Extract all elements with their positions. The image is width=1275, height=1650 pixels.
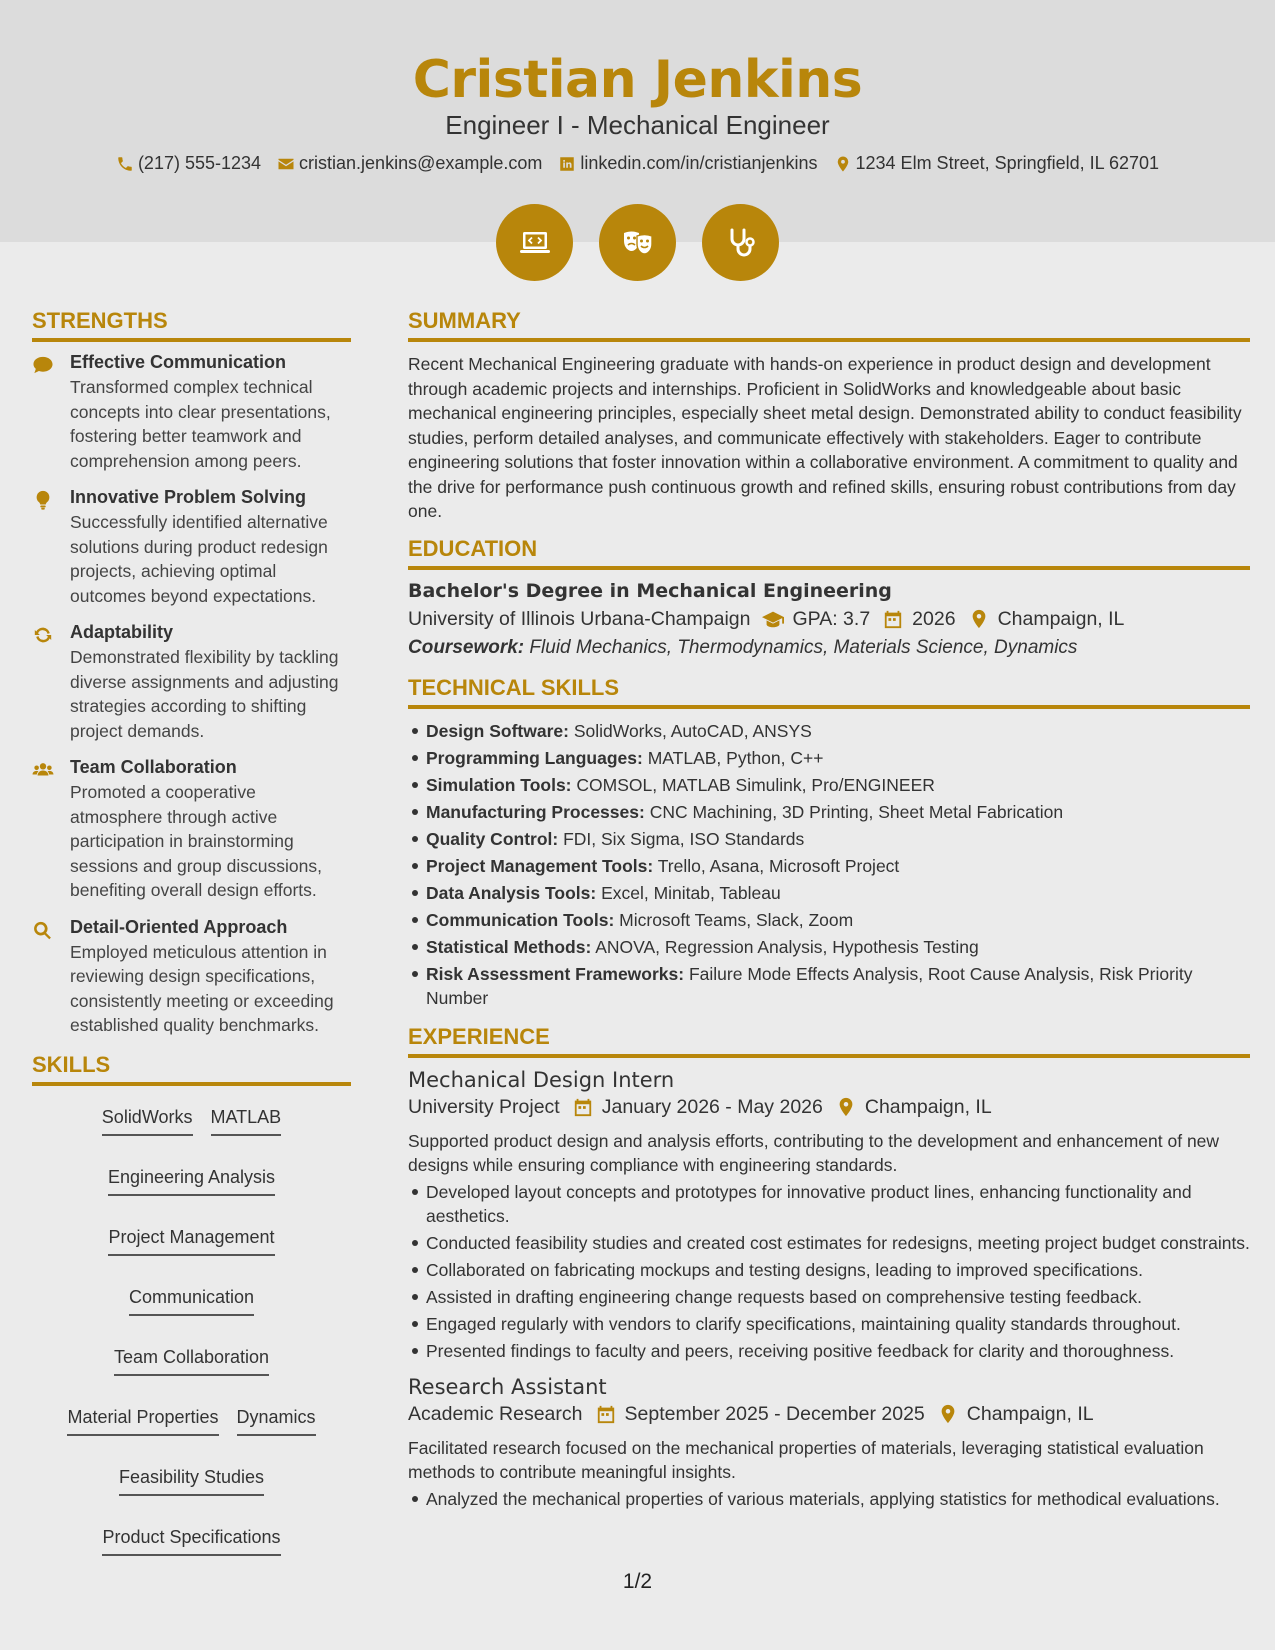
calendar-icon <box>572 1097 594 1117</box>
email-text: cristian.jenkins@example.com <box>299 153 543 173</box>
stethoscope-icon <box>702 204 779 281</box>
list-item: Data Analysis Tools: Excel, Minitab, Tableau <box>426 881 1250 905</box>
comment-icon <box>32 355 54 375</box>
strength-desc: Employed meticulous attention in reviewing design specifications, consistently meeting or exceeding established quality benchmarks. <box>70 941 334 1035</box>
summary-heading: SUMMARY <box>408 308 1250 342</box>
experience-title: Mechanical Design Intern <box>408 1067 675 1092</box>
skills-list <box>32 1096 351 1556</box>
lightbulb-icon <box>32 490 54 510</box>
strength-item <box>32 487 351 608</box>
skill-tag: Engineering Analysis <box>108 1164 275 1196</box>
strength-desc: Successfully identified alternative solutions during product redesign projects, achieving optimal outcomes beyond expectations. <box>70 512 328 606</box>
map-marker-icon <box>968 609 990 629</box>
education-location: Champaign, IL <box>997 607 1125 630</box>
skill-tag: MATLAB <box>211 1104 282 1136</box>
strength-item <box>32 622 351 743</box>
skill-tag: Product Specifications <box>102 1524 280 1556</box>
graduation-cap-icon <box>762 609 784 629</box>
list-item: Analyzed the mechanical properties of various materials, applying statistics for methodical evaluations. <box>426 1487 1250 1511</box>
experience-meta <box>408 1403 1250 1426</box>
job-title: Engineer I - Mechanical Engineer <box>445 110 830 140</box>
degree-title: Bachelor's Degree in Mechanical Engineering <box>408 579 892 602</box>
calendar-icon <box>595 1404 617 1424</box>
skill-tag: Material Properties <box>67 1404 218 1436</box>
school-name: University of Illinois Urbana-Champaign <box>408 607 751 630</box>
coursework-label: Coursework: <box>408 636 525 658</box>
experience-org: University Project <box>408 1095 560 1118</box>
skill-tag: SolidWorks <box>102 1104 193 1136</box>
experience-heading: EXPERIENCE <box>408 1024 1250 1058</box>
experience-location: Champaign, IL <box>864 1095 992 1118</box>
map-marker-icon <box>835 1097 857 1117</box>
list-item: Project Management Tools: Trello, Asana, Microsoft Project <box>426 854 1250 878</box>
list-item: Developed layout concepts and prototypes for innovative product lines, enhancing functionality and aesthetics. <box>426 1180 1250 1228</box>
education-meta <box>408 608 1250 631</box>
list-item: Engaged regularly with vendors to clarify specifications, maintaining quality standards throughout. <box>426 1312 1250 1336</box>
strength-desc: Demonstrated flexibility by tackling diverse assignments and adjusting strategies according to shifting project demands. <box>70 647 339 741</box>
experience-org: Academic Research <box>408 1402 583 1425</box>
experience-meta <box>408 1096 1250 1119</box>
strength-title: Team Collaboration <box>70 757 237 777</box>
experience-bullets <box>408 1180 1250 1363</box>
strength-title: Innovative Problem Solving <box>70 487 307 507</box>
strength-item <box>32 917 351 1038</box>
experience-entry <box>408 1068 1250 1363</box>
search-icon <box>32 920 54 940</box>
summary-text: Recent Mechanical Engineering graduate with hands-on experience in product design and development through academic projects and internships. Proficient in SolidWorks and knowledgeable about basic mechanical engineering principles, especially sheet metal design. Demonstrated ability to conduct feasibility studies, perform detailed analyses, and communicate effectively with stakeholders. Eager to contribute engineering solutions that foster innovation within a collaborative environment. A commitment to quality and the drive for performance push continuous growth and refined skills, ensuring robust contributions from day one. <box>408 354 1242 521</box>
technical-skills-list <box>408 719 1250 1010</box>
technical-skills-heading: TECHNICAL SKILLS <box>408 675 1250 709</box>
skill-tag: Team Collaboration <box>114 1344 269 1376</box>
theater-masks-icon <box>599 204 676 281</box>
coursework <box>408 637 1250 659</box>
strengths-heading: STRENGTHS <box>32 308 351 342</box>
list-item: Design Software: SolidWorks, AutoCAD, ANSYS <box>426 719 1250 743</box>
users-icon <box>32 760 54 780</box>
strength-item <box>32 352 351 473</box>
linkedin-icon <box>558 155 576 173</box>
map-marker-icon <box>937 1404 959 1424</box>
contact-email[interactable] <box>277 153 542 174</box>
list-item: Quality Control: FDI, Six Sigma, ISO Standards <box>426 827 1250 851</box>
strength-title: Adaptability <box>70 622 174 642</box>
list-item: Presented findings to faculty and peers, receiving positive feedback for clarity and thoroughness. <box>426 1339 1250 1363</box>
graduation-year: 2026 <box>912 607 956 630</box>
left-column <box>32 308 351 1556</box>
experience-location: Champaign, IL <box>966 1402 1094 1425</box>
right-column <box>408 308 1250 1523</box>
linkedin-text: linkedin.com/in/cristianjenkins <box>580 153 818 173</box>
list-item: Simulation Tools: COMSOL, MATLAB Simulink, Pro/ENGINEER <box>426 773 1250 797</box>
list-item: Assisted in drafting engineering change requests based on comprehensive testing feedback. <box>426 1285 1250 1309</box>
experience-title: Research Assistant <box>408 1374 607 1399</box>
list-item: Programming Languages: MATLAB, Python, C++ <box>426 746 1250 770</box>
list-item: Conducted feasibility studies and created cost estimates for redesigns, meeting project budget constraints. <box>426 1232 1250 1253</box>
page-indicator: 1/2 <box>622 1570 653 1593</box>
contact-linkedin[interactable] <box>558 153 817 174</box>
coursework-list: Fluid Mechanics, Thermodynamics, Materials Science, Dynamics <box>529 636 1078 658</box>
badge-row <box>0 204 1275 281</box>
list-item: Risk Assessment Frameworks: Failure Mode Effects Analysis, Root Cause Analysis, Risk Priority Number <box>426 962 1250 1010</box>
experience-entry <box>408 1375 1250 1511</box>
skill-tag: Project Management <box>108 1224 274 1256</box>
education-heading: EDUCATION <box>408 536 1250 570</box>
strength-item <box>32 757 351 903</box>
experience-dates: September 2025 - December 2025 <box>624 1402 925 1425</box>
skill-tag: Dynamics <box>237 1404 316 1436</box>
contact-address <box>834 153 1160 174</box>
strength-title: Detail-Oriented Approach <box>70 916 288 937</box>
skill-tag: Feasibility Studies <box>119 1464 264 1496</box>
map-marker-icon <box>834 155 852 173</box>
address-text: 1234 Elm Street, Springfield, IL 62701 <box>855 153 1160 173</box>
envelope-icon <box>277 155 295 173</box>
experience-desc: Supported product design and analysis efforts, contributing to the development and enhancement of new designs while ensuring compliance with engineering standards. <box>408 1130 1220 1175</box>
strength-title: Effective Communication <box>70 352 287 372</box>
strength-desc: Transformed complex technical concepts into clear presentations, fostering better teamwork and comprehension among peers. <box>70 377 331 471</box>
calendar-icon <box>882 609 904 629</box>
laptop-code-icon <box>496 204 573 281</box>
experience-bullets <box>408 1487 1250 1511</box>
strength-desc: Promoted a cooperative atmosphere through active participation in brainstorming sessions and group discussions, benefiting overall design efforts. <box>70 782 322 900</box>
contact-phone[interactable] <box>116 153 261 174</box>
candidate-name: Cristian Jenkins <box>412 50 863 110</box>
phone-text: (217) 555-1234 <box>137 153 262 173</box>
list-item: Collaborated on fabricating mockups and testing designs, leading to improved specifications. <box>426 1258 1250 1282</box>
sync-icon <box>32 625 54 645</box>
experience-desc: Facilitated research focused on the mechanical properties of materials, leveraging statistical evaluation methods to contribute meaningful insights. <box>408 1437 1204 1482</box>
list-item: Manufacturing Processes: CNC Machining, 3D Printing, Sheet Metal Fabrication <box>426 800 1250 824</box>
skills-heading: SKILLS <box>32 1052 351 1086</box>
gpa: GPA: 3.7 <box>792 607 871 630</box>
experience-dates: January 2026 - May 2026 <box>601 1095 823 1118</box>
list-item: Communication Tools: Microsoft Teams, Slack, Zoom <box>426 908 1250 932</box>
list-item: Statistical Methods: ANOVA, Regression Analysis, Hypothesis Testing <box>426 935 1250 959</box>
phone-icon <box>116 155 134 173</box>
skill-tag: Communication <box>129 1284 254 1316</box>
contact-bar <box>0 153 1275 174</box>
